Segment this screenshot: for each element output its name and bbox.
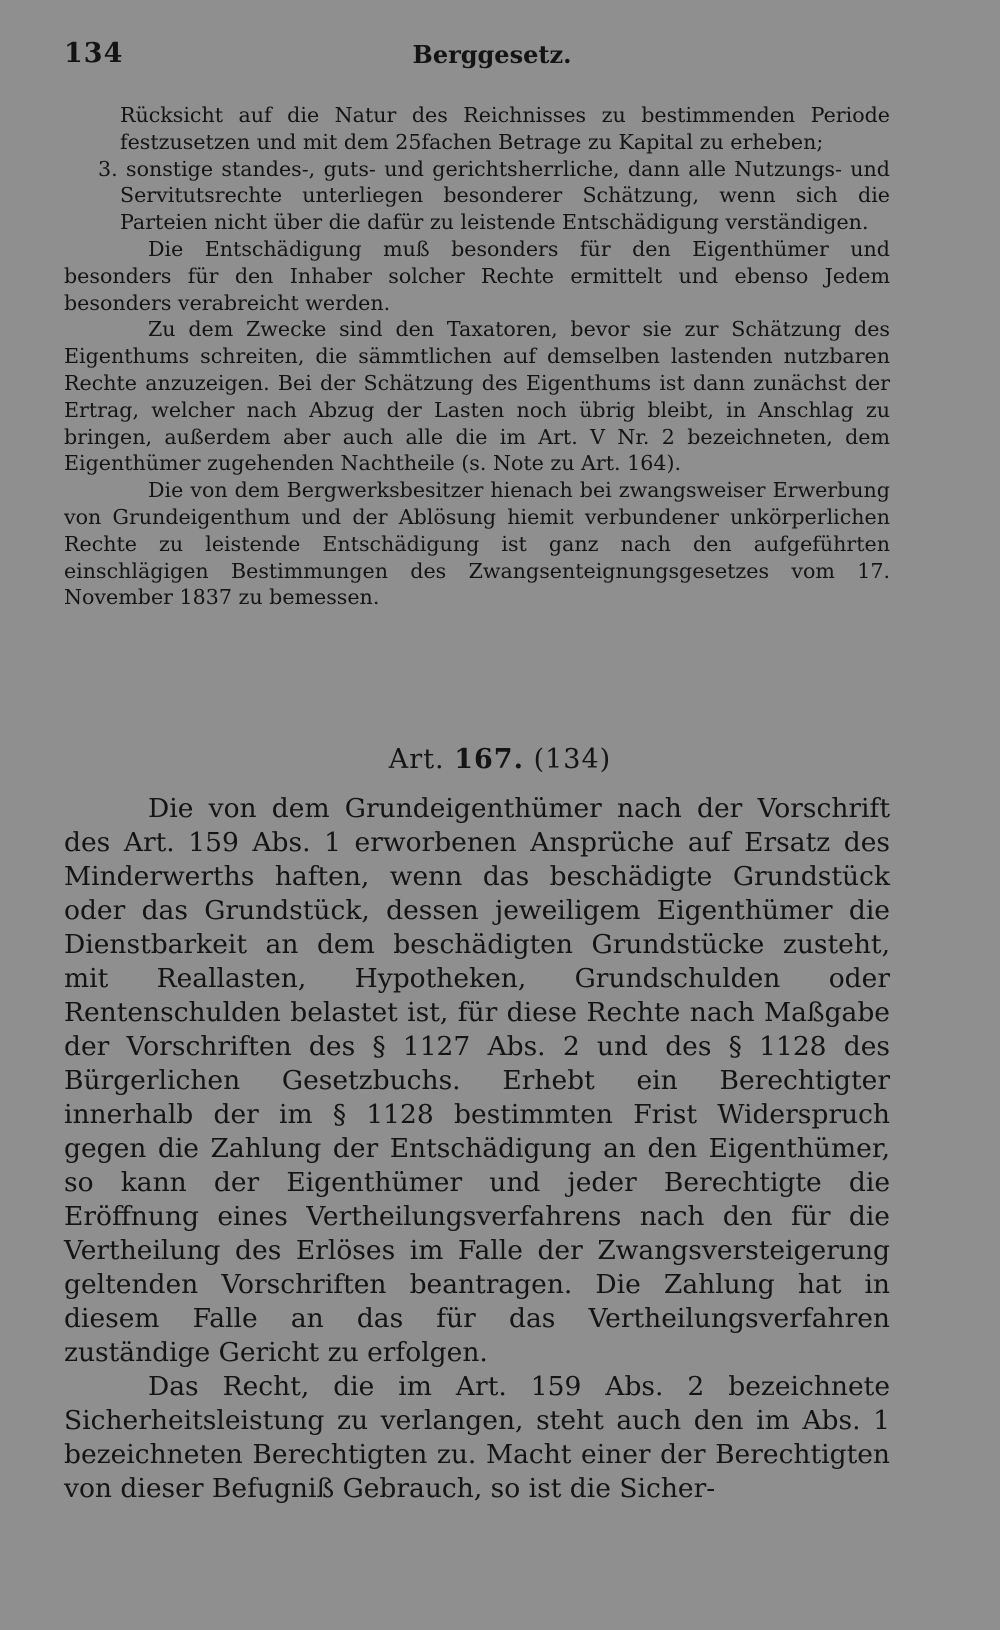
paragraph: Die von dem Bergwerksbesitzer hienach bei zwangsweiser Erwerbung von Grundeigenthum und der Ablösung hiemit verbundener unkörperlichen Rechte zu leistende Entschädigung ist ganz nach den aufgeführten einschlägigen Bestimmungen des Zwangsenteignungsgesetzes vom 17. November 1837 zu bemessen. <box>64 478 890 610</box>
article-heading <box>0 744 1000 775</box>
paragraph: Zu dem Zwecke sind den Taxatoren, bevor sie zur Schätzung des Eigenthums schreiten, die sämmtlichen auf demselben lastenden nutzbaren Rechte anzuzeigen. Bei der Schätzung des Eigenthums ist dann zunächst der Ertrag, welcher nach Abzug der Lasten noch übrig bleibt, in Anschlag zu bringen, außerdem aber auch alle die im Art. V Nr. 2 bezeichneten, dem Eigenthümer zugehenden Nachtheile (s. Note zu Art. 164). <box>64 317 890 476</box>
paragraph: Die von dem Grundeigenthümer nach der Vorschrift des Art. 159 Abs. 1 erworbenen Ansprüche auf Ersatz des Minderwerths haften, wenn das beschädigte Grundstück oder das Grundstück, dessen jeweiligem Eigenthümer die Dienstbarkeit an dem beschädigten Grundstücke zusteht, mit Reallasten, Hypotheken, Grundschulden oder Rentenschulden belastet ist, für diese Rechte nach Maßgabe der Vorschriften des § 1127 Abs. 2 und des § 1128 des Bürgerlichen Gesetzbuchs. Erhebt ein Berechtigter innerhalb der im § 1128 bestimmten Frist Widerspruch gegen die Zahlung der Entschädigung an den Eigenthümer, so kann der Eigenthümer und jeder Berechtigte die Eröffnung eines Vertheilungsverfahrens nach den für die Vertheilung des Erlöses im Falle der Zwangsversteigerung geltenden Vorschriften beantragen. Die Zahlung hat in diesem Falle an das für das Vertheilungsverfahren zuständige Gericht zu erfolgen. <box>64 793 890 1368</box>
previous-article-text <box>64 102 890 611</box>
article-reference: (134) <box>533 744 612 775</box>
paragraph: Das Recht, die im Art. 159 Abs. 2 bezeichnete Sicherheitsleistung zu verlangen, steht auch den im Abs. 1 bezeichneten Berechtigten zu. Macht einer der Berechtigten von dieser Befugniß Gebrauch, so ist die Sicher- <box>64 1371 890 1504</box>
running-head: Berggesetz. <box>412 40 572 69</box>
page-number: 134 <box>64 38 124 69</box>
article-number: 167. <box>454 744 524 775</box>
paragraph: Die Entschädigung muß besonders für den Eigenthümer und besonders für den Inhaber solcher Rechte ermittelt und ebenso Jedem besonders verabreicht werden. <box>64 236 890 315</box>
article-body <box>64 792 890 1506</box>
page-header <box>64 38 920 78</box>
article-label: Art. <box>388 744 445 775</box>
item-2-continuation: Rücksicht auf die Natur des Reichnisses zu bestimmenden Periode festzusetzen und mit dem 25fachen Betrage zu Kapital zu erheben; <box>120 103 890 154</box>
item-3: 3. sonstige standes-, guts- und gerichtsherrliche, dann alle Nutzungs- und Servitutsrechte unterliegen besonderer Schätzung, wenn sich die Parteien nicht über die dafür zu leistende Entschädigung verständigen. <box>98 156 890 235</box>
